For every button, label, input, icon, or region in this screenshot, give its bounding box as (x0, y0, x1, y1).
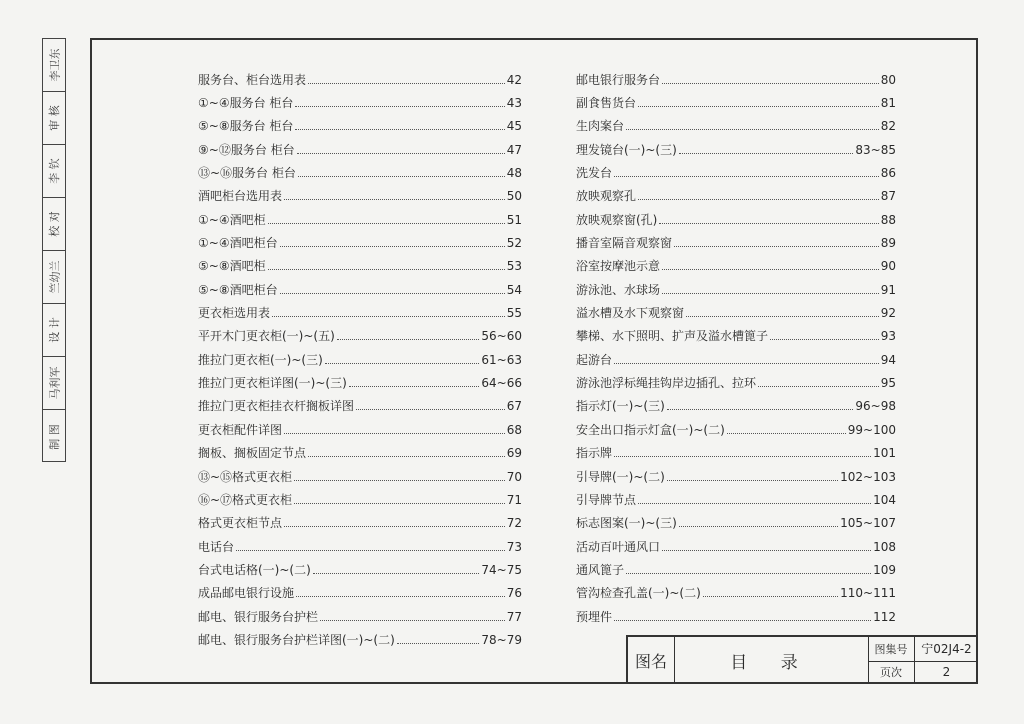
toc-entry-page: 53 (506, 259, 522, 274)
toc-entry-page: 73 (506, 539, 522, 554)
toc-entry (576, 161, 896, 184)
dot-leader (662, 292, 879, 294)
toc-entry (576, 231, 896, 254)
toc-entry-page: 80 (880, 72, 896, 87)
dot-leader (280, 292, 505, 294)
toc-entry-page: 91 (880, 282, 896, 297)
toc-entry (198, 605, 522, 628)
toc-entry-page: 95 (880, 376, 896, 391)
toc-entry-page: 94 (880, 352, 896, 367)
toc-entry (198, 465, 522, 488)
toc-entry (576, 488, 896, 511)
signature-name: 马利军 (48, 366, 61, 400)
toc-entry (576, 582, 896, 605)
toc-entry-title: 引导牌节点 (576, 492, 637, 507)
toc-entry (198, 418, 522, 441)
dot-leader (268, 222, 505, 224)
toc-entry-title: 酒吧柜台选用表 (198, 189, 283, 204)
signature-cell (43, 251, 65, 304)
dot-leader (626, 572, 871, 574)
dot-leader (674, 245, 879, 247)
title-block-label: 图名 (628, 637, 675, 684)
toc-entry (198, 582, 522, 605)
toc-entry (576, 535, 896, 558)
dot-leader (294, 479, 505, 481)
toc-entry (198, 535, 522, 558)
dot-leader (614, 455, 871, 457)
dot-leader (280, 245, 505, 247)
dot-leader (397, 642, 480, 644)
toc-entry (576, 465, 896, 488)
signature-block (42, 38, 66, 462)
toc-entry (198, 161, 522, 184)
toc-entry (576, 138, 896, 161)
toc-entry-page: 93 (880, 329, 896, 344)
dot-leader (679, 525, 838, 527)
toc-entry-title: ⑤~⑧服务台 柜台 (198, 119, 294, 134)
toc-entry-title: 溢水槽及水下观察窗 (576, 306, 685, 321)
toc-entry (198, 371, 522, 394)
dot-leader (770, 338, 879, 340)
dot-leader (320, 619, 505, 621)
signature-cell (43, 198, 65, 251)
toc-entry-page: 72 (506, 516, 522, 531)
toc-entry-title: 理发镜台(一)~(三) (576, 142, 677, 157)
toc-entry-title: 标志图案(一)~(三) (576, 516, 677, 531)
signature-role: 审 核 (48, 105, 61, 131)
toc-entry (198, 325, 522, 348)
toc-entry-page: 86 (880, 166, 896, 181)
toc-entry (198, 115, 522, 138)
dot-leader (313, 572, 480, 574)
toc-entry-title: 游泳池、水球场 (576, 282, 661, 297)
signature-role: 设 计 (48, 317, 61, 343)
dot-leader (662, 268, 879, 270)
toc-entry-title: 台式电话格(一)~(二) (198, 562, 311, 577)
dot-leader (758, 385, 879, 387)
dot-leader (626, 128, 879, 130)
toc-entry-page: 109 (873, 562, 896, 577)
toc-entry-page: 105~107 (840, 516, 896, 531)
signature-name: 李 钦 (48, 158, 61, 184)
toc-entry (576, 605, 896, 628)
toc-entry-page: 54 (506, 282, 522, 297)
toc-entry-title: 放映观察孔 (576, 189, 637, 204)
toc-entry (198, 231, 522, 254)
toc-entry-page: 78~79 (481, 632, 522, 647)
atlas-number-key: 图集号 (868, 637, 915, 661)
toc-entry (198, 68, 522, 91)
dot-leader (614, 619, 871, 621)
toc-entry (198, 348, 522, 371)
page-number-row (868, 661, 978, 685)
dot-leader (638, 502, 871, 504)
toc-entry-title: 浴室按摩池示意 (576, 259, 661, 274)
toc-entry-title: 搁板、搁板固定节点 (198, 446, 307, 461)
toc-entry-page: 108 (873, 539, 896, 554)
title-block (626, 635, 978, 684)
toc-entry-title: 推拉门更衣柜(一)~(三) (198, 352, 323, 367)
signature-cell (43, 39, 65, 92)
toc-entry (576, 208, 896, 231)
toc-entry (576, 301, 896, 324)
toc-entry-page: 110~111 (840, 586, 896, 601)
toc-entry-title: 副食售货台 (576, 96, 637, 111)
dot-leader (662, 549, 871, 551)
toc-entry-title: ⑤~⑧酒吧柜 (198, 259, 266, 274)
toc-entry-title: 成品邮电银行设施 (198, 586, 295, 601)
toc-entry (576, 91, 896, 114)
toc-entry-title: ⑨~⑫服务台 柜台 (198, 142, 295, 157)
dot-leader (614, 362, 879, 364)
toc-entry (198, 138, 522, 161)
toc-entry (198, 255, 522, 278)
toc-entry-page: 74~75 (481, 562, 522, 577)
toc-entry (198, 208, 522, 231)
toc-entry-title: 更衣柜选用表 (198, 306, 271, 321)
dot-leader (308, 82, 505, 84)
toc-entry-page: 42 (506, 72, 522, 87)
toc-entry-title: 邮电、银行服务台护栏详图(一)~(二) (198, 632, 395, 647)
dot-leader (349, 385, 480, 387)
toc-entry-title: 格式更衣柜节点 (198, 516, 283, 531)
toc-entry-page: 64~66 (481, 376, 522, 391)
toc-entry-title: 平开木门更衣柜(一)~(五) (198, 329, 335, 344)
dot-leader (268, 268, 505, 270)
toc-entry-page: 81 (880, 96, 896, 111)
dot-leader (614, 175, 879, 177)
toc-entry-title: 管沟检查孔盖(一)~(二) (576, 586, 701, 601)
dot-leader (272, 315, 505, 317)
dot-leader (295, 128, 504, 130)
dot-leader (296, 595, 505, 597)
dot-leader (727, 432, 846, 434)
toc-entry (576, 442, 896, 465)
toc-entry-page: 99~100 (847, 422, 896, 437)
signature-cell (43, 410, 65, 463)
toc-entry-title: ①~④服务台 柜台 (198, 96, 294, 111)
toc-entry (198, 442, 522, 465)
dot-leader (356, 408, 505, 410)
dot-leader (337, 338, 480, 340)
toc-entry-page: 77 (506, 609, 522, 624)
signature-cell (43, 145, 65, 198)
toc-entry (576, 418, 896, 441)
toc-entry-title: 播音室隔音观察窗 (576, 236, 673, 251)
toc-entry-title: ⑬~⑮格式更衣柜 (198, 469, 293, 484)
toc-entry-page: 67 (506, 399, 522, 414)
toc-entry-page: 90 (880, 259, 896, 274)
dot-leader (638, 198, 879, 200)
toc-entry-page: 48 (506, 166, 522, 181)
page-number-value: 2 (942, 665, 951, 680)
toc-entry-title: 指示牌 (576, 446, 613, 461)
toc-entry-title: ①~④酒吧柜台 (198, 236, 278, 251)
signature-cell (43, 92, 65, 145)
toc-left-column (198, 68, 522, 652)
toc-entry-title: 电话台 (198, 539, 235, 554)
toc-entry-page: 47 (506, 142, 522, 157)
toc-entry (198, 512, 522, 535)
signature-name: 李卫东 (48, 48, 61, 82)
toc-entry-page: 88 (880, 212, 896, 227)
toc-entry-page: 104 (873, 492, 896, 507)
dot-leader (295, 105, 504, 107)
toc-entry-title: 预埋件 (576, 609, 613, 624)
toc-entry (576, 371, 896, 394)
dot-leader (284, 432, 505, 434)
toc-entry-page: 96~98 (855, 399, 896, 414)
toc-entry-title: 引导牌(一)~(二) (576, 469, 665, 484)
dot-leader (294, 502, 505, 504)
toc-entry-title: 指示灯(一)~(三) (576, 399, 665, 414)
toc-entry-title: ⑬~⑯服务台 柜台 (198, 166, 296, 181)
toc-entry-page: 112 (873, 609, 896, 624)
dot-leader (236, 549, 505, 551)
toc-entry-page: 55 (506, 306, 522, 321)
toc-entry-page: 61~63 (481, 352, 522, 367)
toc-entry (576, 558, 896, 581)
toc-entry (576, 278, 896, 301)
toc-entry (198, 558, 522, 581)
toc-entry-title: 洗发台 (576, 166, 613, 181)
toc-entry-title: 服务台、柜台选用表 (198, 72, 307, 87)
toc-entry-title: 游泳池浮标绳挂钩岸边插孔、拉环 (576, 376, 757, 391)
toc-entry-title: 安全出口指示灯盒(一)~(二) (576, 422, 725, 437)
toc-entry-title: 生肉案台 (576, 119, 625, 134)
toc-entry (198, 278, 522, 301)
dot-leader (325, 362, 480, 364)
drawing-title: 目 录 (674, 637, 869, 684)
toc-entry-page: 102~103 (840, 469, 896, 484)
toc-entry (576, 395, 896, 418)
toc-entry (198, 301, 522, 324)
toc-entry-page: 83~85 (855, 142, 896, 157)
dot-leader (679, 152, 854, 154)
signature-name: 竺幼兰 (48, 260, 61, 294)
toc-entry (576, 512, 896, 535)
toc-entry (576, 68, 896, 91)
toc-entry-page: 89 (880, 236, 896, 251)
toc-entry-page: 43 (506, 96, 522, 111)
toc-entry-page: 56~60 (481, 329, 522, 344)
toc-entry-page: 76 (506, 586, 522, 601)
toc-entry-page: 45 (506, 119, 522, 134)
toc-entry-page: 101 (873, 446, 896, 461)
toc-entry-title: 攀梯、水下照明、扩声及溢水槽篦子 (576, 329, 769, 344)
toc-entry-page: 68 (506, 422, 522, 437)
toc-right-column (576, 68, 896, 628)
toc-entry-page: 92 (880, 306, 896, 321)
toc-entry-page: 82 (880, 119, 896, 134)
toc-entry (198, 91, 522, 114)
dot-leader (662, 82, 879, 84)
toc-entry (198, 628, 522, 651)
page-number-key: 页次 (868, 661, 915, 685)
toc-entry-title: 推拉门更衣柜详图(一)~(三) (198, 376, 347, 391)
toc-entry-page: 70 (506, 469, 522, 484)
toc-entry-title: ⑤~⑧酒吧柜台 (198, 282, 278, 297)
toc-entry (576, 348, 896, 371)
toc-entry-title: 放映观察窗(孔) (576, 212, 658, 227)
toc-entry (198, 395, 522, 418)
toc-entry-title: ①~④酒吧柜 (198, 212, 266, 227)
dot-leader (638, 105, 879, 107)
toc-entry-title: 起游台 (576, 352, 613, 367)
toc-entry-page: 51 (506, 212, 522, 227)
dot-leader (284, 525, 505, 527)
toc-entry-title: 推拉门更衣柜挂衣杆搁板详图 (198, 399, 355, 414)
toc-entry-page: 71 (506, 492, 522, 507)
toc-entry (576, 115, 896, 138)
toc-entry-title: 邮电、银行服务台护栏 (198, 609, 319, 624)
toc-entry-page: 87 (880, 189, 896, 204)
toc-entry (198, 185, 522, 208)
dot-leader (284, 198, 505, 200)
signature-cell (43, 357, 65, 410)
toc-entry (576, 185, 896, 208)
dot-leader (659, 222, 878, 224)
toc-entry-title: 活动百叶通风口 (576, 539, 661, 554)
signature-role: 制 图 (48, 423, 61, 450)
dot-leader (298, 175, 505, 177)
dot-leader (667, 479, 838, 481)
dot-leader (667, 408, 854, 410)
toc-entry-page: 52 (506, 236, 522, 251)
toc-entry-title: 邮电银行服务台 (576, 72, 661, 87)
toc-entry (576, 255, 896, 278)
atlas-number-row (868, 637, 978, 662)
atlas-number-value: 宁02J4-2 (921, 642, 972, 657)
toc-entry (576, 325, 896, 348)
signature-cell (43, 304, 65, 357)
toc-entry-title: 通风篦子 (576, 562, 625, 577)
toc-entry-title: ⑯~⑰格式更衣柜 (198, 492, 293, 507)
toc-entry-title: 更衣柜配件详图 (198, 422, 283, 437)
dot-leader (703, 595, 838, 597)
toc-entry-page: 69 (506, 446, 522, 461)
signature-role: 校 对 (48, 211, 61, 237)
toc-entry-page: 50 (506, 189, 522, 204)
toc-entry (198, 488, 522, 511)
dot-leader (686, 315, 879, 317)
dot-leader (308, 455, 505, 457)
dot-leader (297, 152, 505, 154)
